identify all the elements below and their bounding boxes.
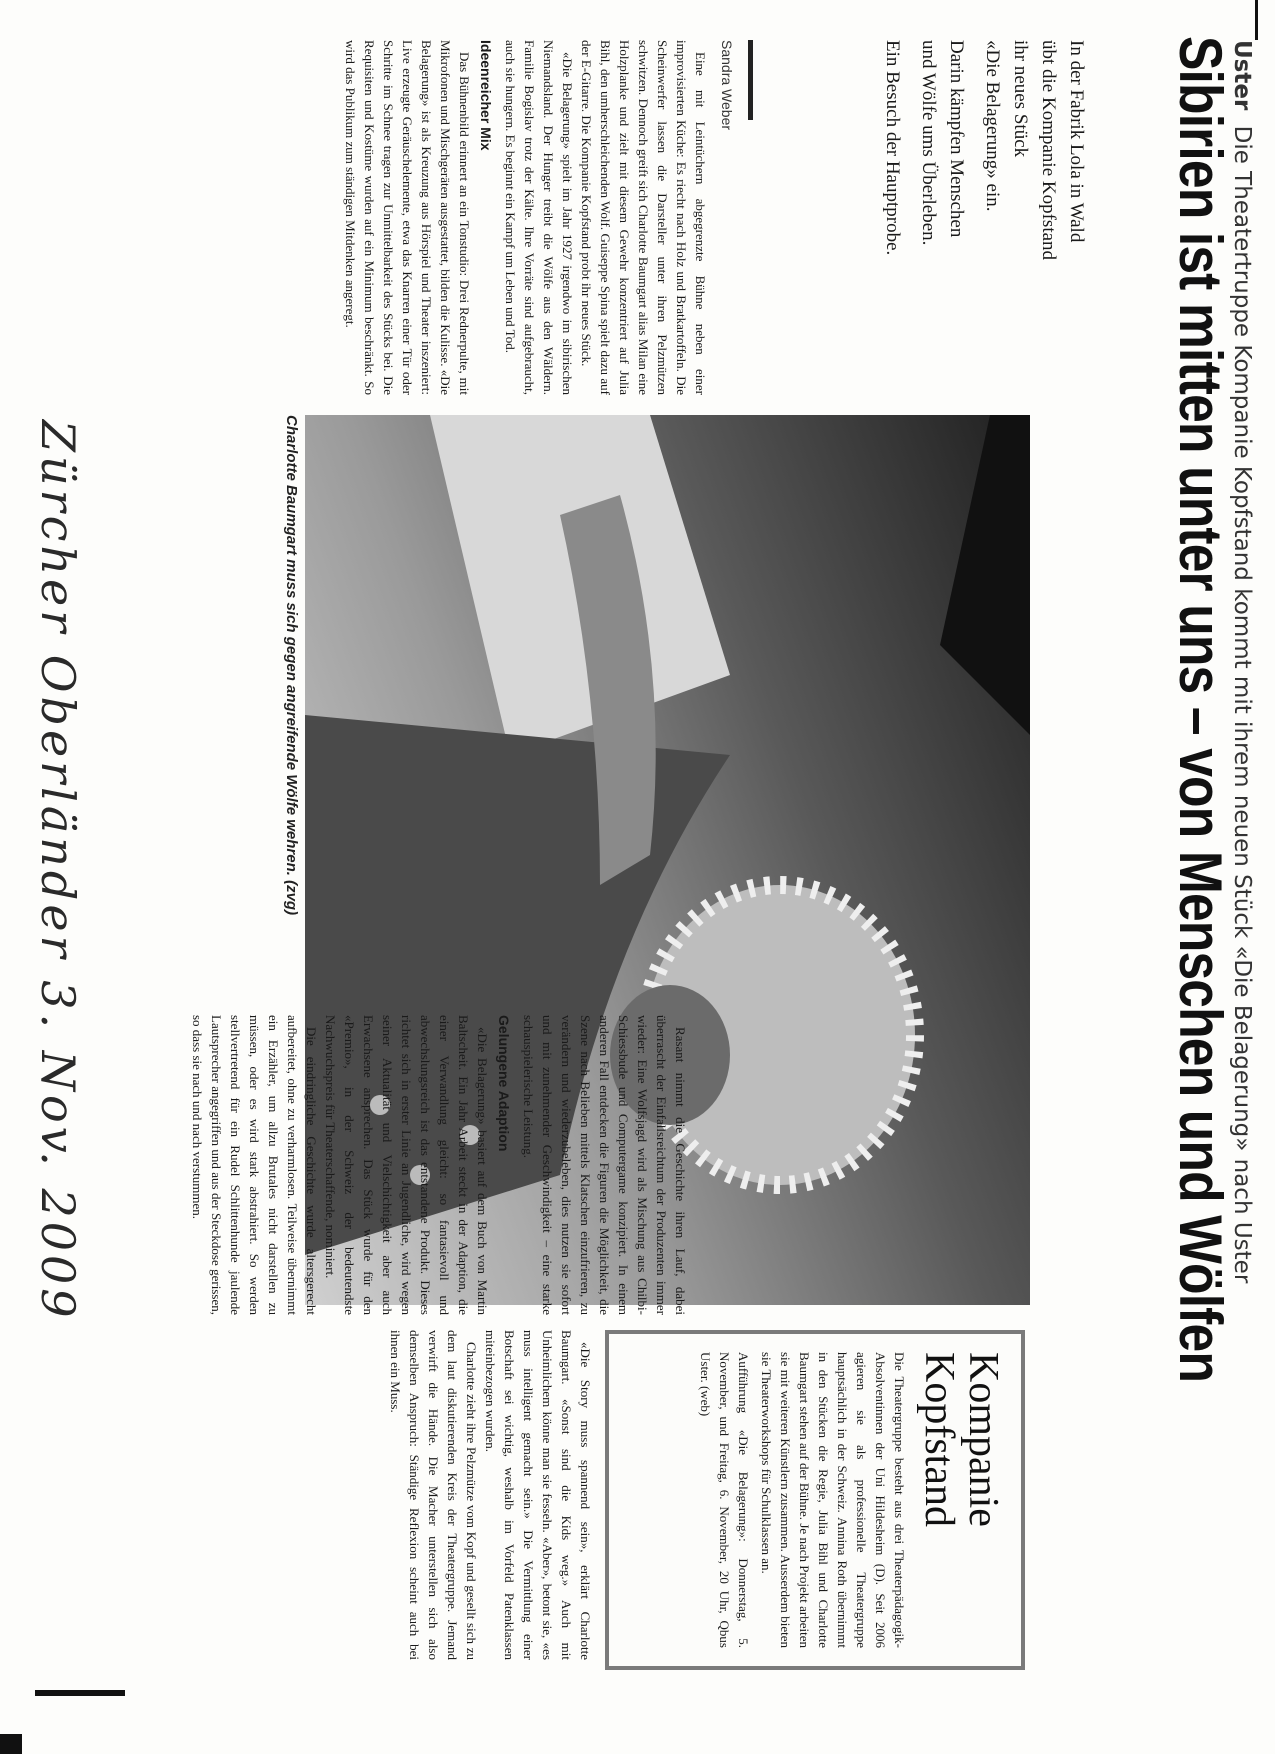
article-column-1: [341, 40, 710, 395]
body-paragraph: Eine mit Leintüchern abgegrenzte Bühne neben einer improvisierten Küche: Es riecht nach Holz und Bratkartoffeln. Die Scheinwerfer lassen die Darsteller unter ihren Pelzmützen schwitzen. Dennoch greift sich Charlotte Baumgart alias Milan eine Holzplanke und zielt mit diesem Gewehr konzentriert auf Julia Bihl, den umherschleichenden Wolf. Guiseppe Spina spielt dazu auf der E-Gitarre. Die Kompanie Kopfstand probt ihr neues Stück.: [579, 40, 708, 395]
lead-line: übt die Kompanie Kopfstand: [1038, 40, 1059, 261]
info-box-text: Die Theatergruppe besteht aus drei Theaterpädagogik-Absolventinnen der Uni Hildesheim (D). Seit 2006 agieren sie als professionelle Theatergruppe hauptsächlich in der Schweiz. Annina Roth übernimmt in den Stücken die Regie, Julia Bihl und Charlotte Baumgart stehen auf der Bühne. Je nach Projekt arbeiten sie mit weiteren Künstlern zusammen. Ausserdem bieten sie Theaterworkshops für Schulklassen an.: [759, 1352, 907, 1648]
kicker-text: Die Theatertruppe Kompanie Kopfstand kommt mit ihrem neuen Stück «Die Belagerung» nach Uster: [1229, 125, 1255, 1284]
info-box-title: [917, 1352, 1005, 1648]
article-location: Uster: [1229, 40, 1255, 111]
photo-dark-backdrop: [940, 415, 1030, 735]
lead-line: Darin kämpfen Menschen: [946, 40, 967, 238]
lead-line: ihr neues Stück: [1010, 40, 1031, 158]
body-paragraph: Die eindringliche Geschichte wurde altersgerecht aufbereitet, ohne zu verharmlosen. Teilweise übernimmt ein Erzähler, um allzu Brutales nicht darstellen zu müssen, oder es wird stark abstrahiert. So werden stellvertretend für ein Rudel Schlittenhunde jaulende Lautsprecher angegriffen und aus der Steckdose gerissen, so dass sie nach und nach verstummen.: [190, 1015, 319, 1315]
body-paragraph: «Die Story muss spannend sein», erklärt Charlotte Baumgart. «Sonst sind die Kids weg.» Auch mit Unheimlichem könne man sie fesseln. «Aber», betont sie, «es muss intelligent gemacht sein.» Die Vermittlung einer Botschaft sei wichtig, weshalb im Vorfeld Patenklassen miteinbezogen wurden.: [483, 1330, 593, 1660]
lead-line: Ein Besuch der Hauptprobe.: [882, 40, 903, 256]
article-column-3: [386, 1330, 595, 1660]
body-paragraph: «Die Belagerung» basiert auf dem Buch von Martin Baltscheit. Ein Jahr Arbeit steckt in der Adaption, die einer Verwandlung gleicht: so fantasievoll und abwechslungsreich ist das entstandene Produkt. Dieses richtet sich in erster Linie an Jugendliche, wird wegen seiner Aktualität und Vielschichtigkeit aber auch Erwachsene ansprechen. Das Stück wurde für den «Premio», in der Schweiz der bedeutendste Nachwuchspreis für Theaterschaffende, nominiert.: [323, 1015, 490, 1315]
body-paragraph: Rasant nimmt die Geschichte ihren Lauf, dabei überrascht der Einfallsreichtum der Produzenten immer wieder: Eine Wolfsjagd wird als Mischung aus Chilbi-Schiessbude und Computergame konzipiert. In einem anderen Fall entdecken die Figuren die Möglichkeit, die Szene nach Belieben mittels Klatschen einzufrieren, zu verändern und wiederzubeleben, dies nutzen sie sofort und mit zunehmender Geschwindigkeit – eine starke schauspielerische Leistung.: [521, 1015, 688, 1315]
body-paragraph: «Die Belagerung» spielt im Jahr 1927 irgendwo im sibirischen Niemandsland. Der Hunger treibt die Wölfe aus den Wäldern. Familie Bogislav trotz der Kälte. Ihre Vorräte sind aufgebraucht, auch sie hungern. Es beginnt ein Kampf um Leben und Tod.: [503, 40, 575, 395]
info-title-line: Kompanie: [960, 1352, 1006, 1527]
lead-line: und Wölfe ums Überleben.: [918, 40, 939, 246]
article-headline: Sibirien ist mitten unter uns – von Menschen und Wölfen: [1167, 36, 1234, 1383]
author-byline: Sandra Weber: [719, 40, 735, 131]
lead-line: «Die Belagerung» ein.: [982, 40, 1003, 212]
section-heading: Ideenreicher Mix: [478, 40, 494, 151]
article-column-2: [188, 1015, 690, 1315]
author-rule: [748, 40, 753, 120]
lead-line: In der Fabrik Lola in Wald: [1066, 40, 1087, 243]
info-box-performance: Aufführung «Die Belagerung»: Donnerstag, 5. November, und Freitag, 6. November, 20 Uhr, Qbus Uster. (web): [698, 1352, 751, 1648]
info-box: [605, 1330, 1025, 1670]
scan-corner-mark: [35, 1690, 125, 1696]
handwritten-source-note: Zürcher Oberländer 3. Nov. 2009: [31, 420, 85, 1322]
article-lead: [878, 40, 1090, 370]
section-heading: Gelungene Adaption: [496, 1015, 512, 1152]
photo-caption: Charlotte Baumgart muss sich gegen angreifende Wölfe wehren. (zvg): [283, 415, 300, 916]
body-paragraph: Das Bühnenbild erinnert an ein Tonstudio: Drei Rednerpulte, mit Mikrofonen und Mischgeräten ausgestattet, bilden die Kulisse. «Die Belagerung» ist als Kreuzung aus Hörspiel und Theater inszeniert: Live erzeugte Geräuschelemente, etwa das Knarren einer Tür oder Schritte im Schnee tragen zur Unmittelbarkeit des Stücks bei. Die Requisiten und Kostüme wurden auf ein Minimum beschränkt. So wird das Publikum zum ständigen Mitdenken angeregt.: [343, 40, 472, 395]
info-title-line: Kopfstand: [916, 1352, 962, 1527]
body-paragraph: Charlotte zieht ihre Pelzmütze vom Kopf und gesellt sich zu dem laut diskutierenden Kreis der Theatergruppe. Jemand verwirft die Hände. Die Macher unterstellen sich also demselben Anspruch: Ständige Reflexion scheint auch bei ihnen ein Muss.: [388, 1330, 479, 1660]
